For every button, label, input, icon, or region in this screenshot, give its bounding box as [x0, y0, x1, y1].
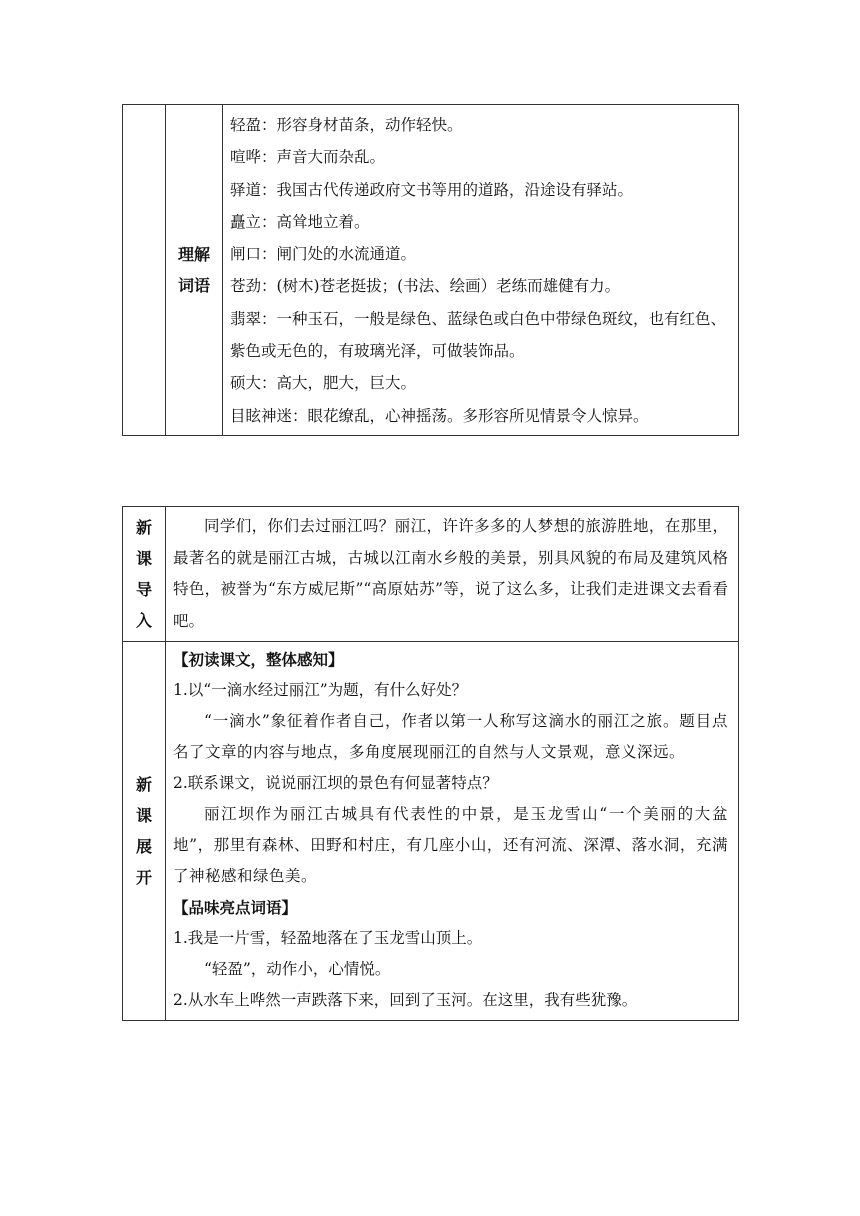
vocab-header-line-2: 词语 [177, 275, 210, 295]
intro-paragraph: 同学们，你们去过丽江吗？丽江，许许多多的人梦想的旅游胜地，在那里，最著名的就是丽江古城，古城以江南水乡般的美景，别具风貌的布局及建筑风格特色，被誉为“东方威尼斯”“高原姑苏”等，说了这么多，让我们走进课文去看看吧。 [173, 517, 728, 630]
intro-header-char: 新 [135, 518, 152, 537]
develop-header-char: 新 [135, 775, 152, 794]
vocab-entry: 苍劲：(树木)苍老挺拔；(书法、绘画）老练而雄健有力。 [230, 277, 621, 296]
develop-header-char: 展 [135, 837, 152, 856]
question: 1.以“一滴水经过丽江”为题，有什么好处？ [173, 681, 468, 699]
vocab-entry: 矗立：高耸地立着。 [230, 212, 370, 231]
vocab-body [223, 105, 739, 436]
develop-body [166, 642, 739, 1021]
vocab-entry: 轻盈：形容身材苗条，动作轻快。 [230, 116, 463, 134]
develop-header-char: 课 [135, 806, 152, 825]
intro-header-char: 入 [135, 611, 152, 630]
section-title: 【品味亮点词语】 [173, 898, 298, 917]
section-title: 【初读课文，整体感知】 [173, 650, 344, 669]
vocab-entry: 硕大：高大，肥大，巨大。 [230, 374, 417, 393]
vocab-header-line-1: 理解 [177, 244, 210, 264]
vocab-table [122, 104, 739, 436]
question: 2.联系课文，说说丽江坝的景色有何显著特点？ [173, 774, 498, 792]
develop-header-char: 开 [135, 868, 152, 887]
intro-body [166, 507, 739, 642]
blank-cell [123, 105, 166, 436]
vocab-entry: 喧哗：声音大而杂乱。 [230, 148, 386, 167]
vocab-entry: 驿道：我国古代传递政府文书等用的道路，沿途设有驿站。 [230, 180, 634, 199]
intro-header-char: 课 [135, 549, 152, 568]
lesson-table [122, 506, 739, 1021]
vocab-header [166, 105, 223, 436]
answer: 丽江坝作为丽江古城具有代表性的中景，是玉龙雪山“一个美丽的大盆地”，那里有森林、田野和村庄，有几座小山，还有河流、深潭、落水洞，充满了神秘感和绿色美。 [173, 805, 728, 885]
develop-header [123, 642, 166, 1021]
highlight-sentence: 1.我是一片雪，轻盈地落在了玉龙雪山顶上。 [173, 929, 483, 947]
answer: “一滴水”象征着作者自己，作者以第一人称写这滴水的丽江之旅。题目点名了文章的内容与地点，多角度展现丽江的自然与人文景观，意义深远。 [173, 712, 728, 761]
vocab-entry: 目眩神迷：眼花缭乱，心神摇荡。多形容所见情景令人惊异。 [230, 406, 649, 425]
highlight-sentence: 2.从水车上哗然一声跌落下来，回到了玉河。在这里，我有些犹豫。 [173, 991, 638, 1009]
intro-header [123, 507, 166, 642]
highlight-note: “轻盈”，动作小，心情悦。 [204, 960, 391, 978]
vocab-entry: 闸口：闸门处的水流通道。 [230, 245, 417, 264]
intro-header-char: 导 [135, 580, 152, 599]
vocab-entry: 翡翠：一种玉石，一般是绿色、蓝绿色或白色中带绿色斑纹，也有红色、紫色或无色的，有玻璃光泽，可做装饰品。 [230, 309, 727, 361]
